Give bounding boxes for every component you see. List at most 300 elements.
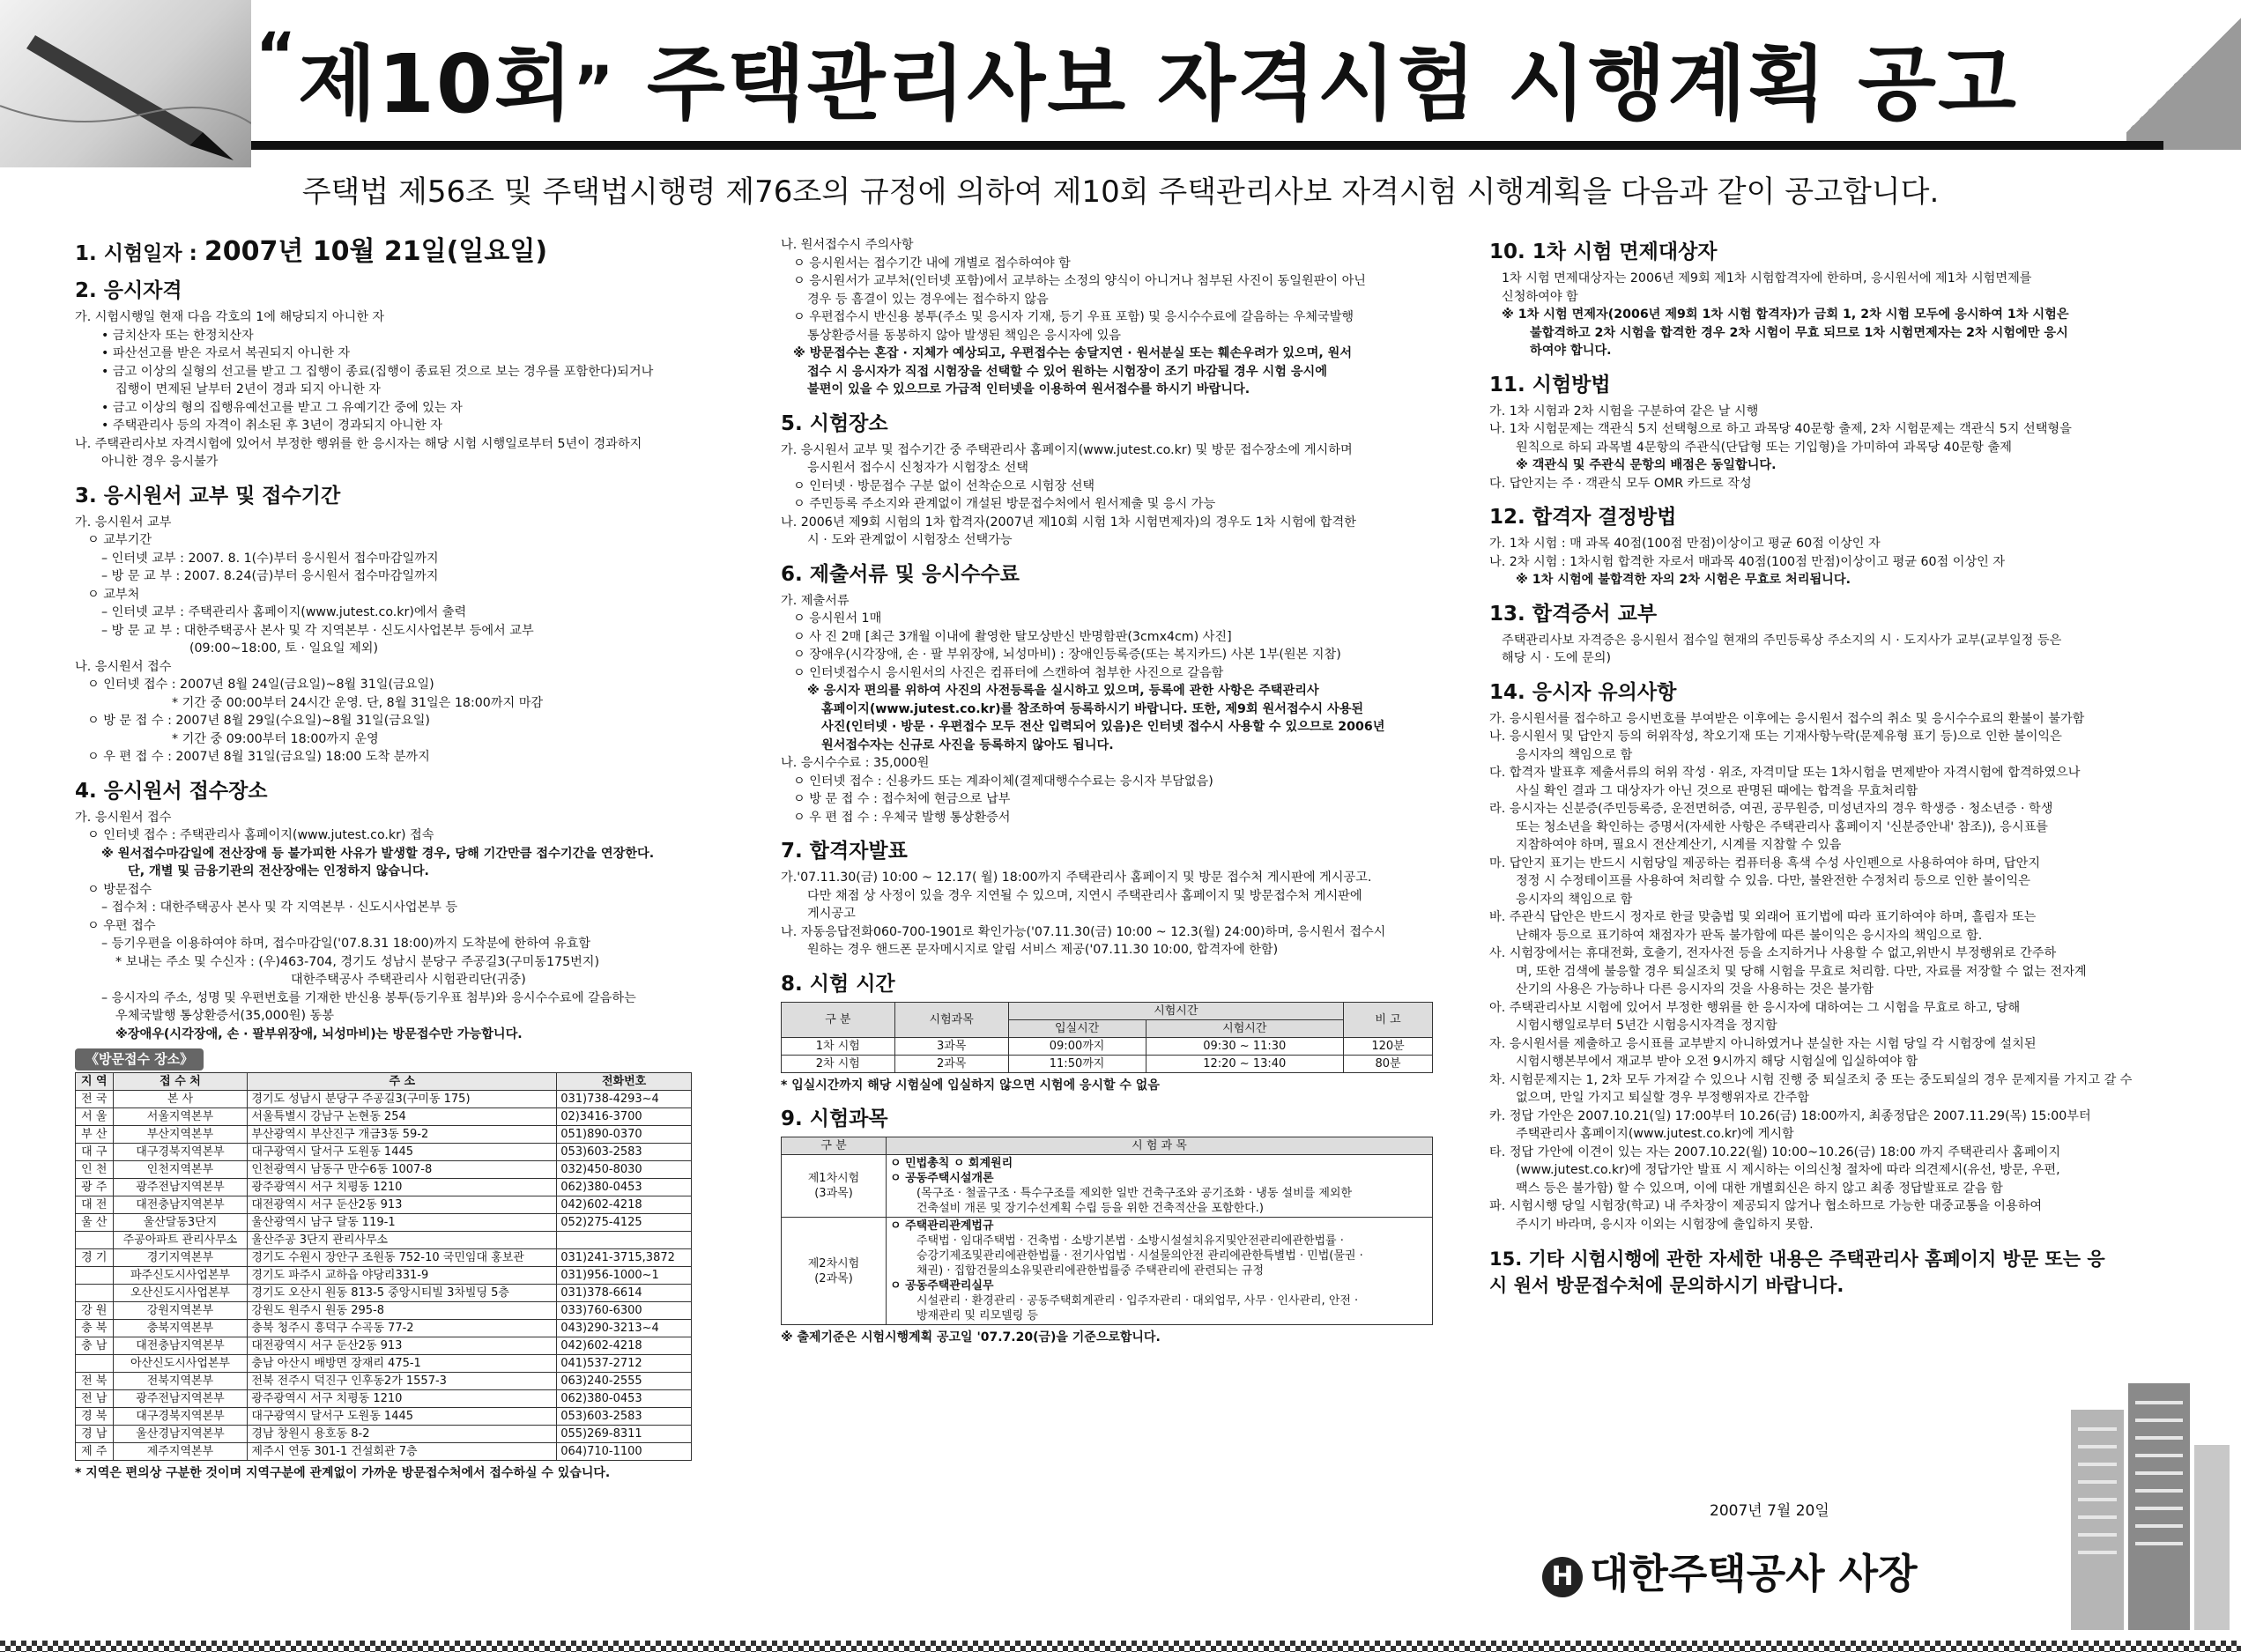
text-line: 없으며, 만일 가지고 퇴실할 경우 부정행위자로 간주함 bbox=[1516, 1091, 1810, 1105]
office-cell: 광주전남지역본부 bbox=[113, 1178, 248, 1196]
office-cell: 032)450-8030 bbox=[557, 1160, 692, 1178]
text-line: – 접수처 : 대한주택공사 본사 및 각 지역본부 · 신도시사업본부 등 bbox=[101, 900, 458, 915]
text-line: 아. 주택관리사보 시험에 있어서 부정한 행위를 한 응시자에 대하여는 그 시험을 무효로 하고, 당해 bbox=[1489, 1000, 2021, 1015]
subject-label: 제1차시험 (3과목) bbox=[782, 1155, 887, 1218]
office-cell: 031)738-4293~4 bbox=[557, 1090, 692, 1108]
subject-table bbox=[781, 1137, 1433, 1325]
text-line: ㅇ 방문접수 bbox=[87, 882, 152, 897]
section-3-title: 3. 응시원서 교부 및 접수기간 bbox=[75, 484, 341, 507]
text-line: 주택관리사 홈페이지(www.jutest.co.kr)에 게시함 bbox=[1516, 1127, 1794, 1141]
office-cell: 아산신도시사업본부 bbox=[113, 1354, 248, 1372]
office-cell: 서울지역본부 bbox=[113, 1108, 248, 1125]
text-line: 자. 응시원서를 제출하고 응시표를 교부받지 아니하였거나 분실한 자는 시험 당일 각 시험장에 설치된 bbox=[1489, 1036, 2037, 1051]
office-cell: 경기도 성남시 분당구 주공길3(구미동 175) bbox=[248, 1090, 557, 1108]
office-cell: 광주광역시 서구 치평동 1210 bbox=[248, 1178, 557, 1196]
office-cell: 울산주공 3단지 관리사무소 bbox=[248, 1231, 557, 1248]
section-11-title: 11. 시험방법 bbox=[1489, 373, 1611, 396]
office-cell: 광주광역시 서구 치평동 1210 bbox=[248, 1389, 557, 1407]
text-line: 카. 정답 가안은 2007.10.21(일) 17:00부터 10.26(금) 18:00까지, 최종정답은 2007.11.29(목) 15:00부터 bbox=[1489, 1108, 2091, 1123]
text-line: 게시공고 bbox=[807, 907, 856, 921]
office-cell bbox=[76, 1284, 114, 1301]
text-line: ㅇ 민법총칙 ㅇ 회계원리 bbox=[890, 1157, 1013, 1170]
office-cell: 042)602-4218 bbox=[557, 1196, 692, 1213]
table-row bbox=[76, 1284, 692, 1301]
table-row bbox=[782, 1037, 1433, 1055]
sched-header: 비 고 bbox=[1344, 1002, 1433, 1037]
office-cell: 경 남 bbox=[76, 1425, 114, 1442]
signature bbox=[1542, 1542, 1918, 1600]
text-line: 지참하여야 하며, 필요시 전산계산기, 시계를 지참할 수 있음 bbox=[1516, 838, 1842, 852]
office-cell: 울 산 bbox=[76, 1213, 114, 1231]
office-cell: 031)241-3715,3872 bbox=[557, 1248, 692, 1266]
column-left bbox=[75, 227, 749, 1482]
table-row bbox=[76, 1143, 692, 1160]
office-cell: 전북지역본부 bbox=[113, 1372, 248, 1389]
section-13-body bbox=[1489, 632, 2185, 668]
sched-cell: 09:30 ~ 11:30 bbox=[1146, 1037, 1343, 1055]
text-line: – 등기우편을 이용하여야 하며, 접수마감일('07.8.31 18:00)까지 도착분에 한하여 유효함 bbox=[101, 937, 591, 951]
office-cell: 광 주 bbox=[76, 1178, 114, 1196]
office-cell: 대전광역시 서구 둔산2동 913 bbox=[248, 1337, 557, 1354]
sched-header: 시험시간 bbox=[1008, 1002, 1343, 1019]
section-6-title: 6. 제출서류 및 응시수수료 bbox=[781, 562, 1020, 586]
text-line: 나. 주택관리사보 자격시험에 있어서 부정한 행위를 한 응시자는 해당 시험 시행일로부터 5년이 경과하지 bbox=[75, 436, 642, 451]
table-row bbox=[76, 1407, 692, 1425]
text-line: ※장애우(시각장애, 손 · 팔부위장애, 뇌성마비)는 방문접수만 가능합니다. bbox=[115, 1026, 523, 1041]
text-line: 나. 2006년 제9회 시험의 1차 합격자(2007년 제10회 시험 1차 시험면제자)의 경우도 1차 시험에 합격한 bbox=[781, 515, 1356, 530]
office-cell bbox=[76, 1231, 114, 1248]
text-line: ㅇ 응시원서는 접수기간 내에 개별로 접수하여야 함 bbox=[793, 256, 1071, 270]
office-cell: 051)890-0370 bbox=[557, 1125, 692, 1143]
sched-header: 입실시간 bbox=[1008, 1019, 1146, 1037]
office-cell: 충북지역본부 bbox=[113, 1319, 248, 1337]
office-cell: 경 북 bbox=[76, 1407, 114, 1425]
table-row bbox=[76, 1196, 692, 1213]
sched-cell: 120분 bbox=[1344, 1037, 1433, 1055]
text-line: 1차 시험 면제대상자는 2006년 제9회 제1차 시험합격자에 한하며, 응시원서에 제1차 시험면제를 bbox=[1502, 271, 2032, 285]
section-3-body bbox=[75, 514, 749, 767]
text-line: ㅇ 인터넷 접수 : 2007년 8월 24일(금요일)~8월 31일(금요일) bbox=[87, 678, 434, 692]
text-line: 채권) · 집합건물의소유및관리에관한법률중 주택관리에 관련되는 규정 bbox=[916, 1264, 1265, 1278]
office-cell: 경기지역본부 bbox=[113, 1248, 248, 1266]
text-line: 다. 답안지는 주 · 객관식 모두 OMR 카드로 작성 bbox=[1489, 476, 1752, 491]
office-cell: 대전충남지역본부 bbox=[113, 1337, 248, 1354]
text-line: ※ 1차 시험에 불합격한 자의 2차 시험은 무효로 처리됩니다. bbox=[1516, 573, 1851, 587]
office-table-heading: 《방문접수 장소》 bbox=[75, 1048, 204, 1070]
office-cell: 042)602-4218 bbox=[557, 1337, 692, 1354]
khc-logo-icon: H bbox=[1542, 1557, 1583, 1597]
office-cell: 제 주 bbox=[76, 1442, 114, 1460]
office-table bbox=[75, 1072, 692, 1461]
office-header: 전화번호 bbox=[557, 1072, 692, 1090]
text-line: 며, 또한 검색에 불응할 경우 퇴실조치 및 당해 시험을 무효로 처리함. 다만, 자료를 저장할 수 없는 전자계 bbox=[1516, 964, 2087, 979]
text-line: 주시기 바라며, 응시자 이외는 시험장에 출입하지 못함. bbox=[1516, 1217, 1814, 1232]
text-line: (09:00~18:00, 토 · 일요일 제외) bbox=[189, 641, 379, 656]
sched-cell: 2차 시험 bbox=[782, 1055, 895, 1072]
table-row bbox=[782, 1155, 1433, 1218]
text-line: – 인터넷 교부 : 주택관리사 홈페이지(www.jutest.co.kr)에서 출력 bbox=[101, 605, 467, 619]
text-line: 시설관리 · 환경관리 · 공동주택회계관리 · 입주자관리 · 대외업무, 사무 · 인사관리, 안전 · bbox=[916, 1294, 1359, 1308]
quote-open: “ bbox=[256, 19, 299, 92]
text-line: ㅇ 교부기간 bbox=[87, 533, 152, 547]
section-4-body bbox=[75, 809, 749, 1044]
office-cell: 제주시 연동 301-1 건설회관 7층 bbox=[248, 1442, 557, 1460]
subject-note: ※ 출제기준은 시험시행계획 공고일 '07.7.20(금)을 기준으로합니다. bbox=[781, 1330, 1161, 1345]
text-line: 하여야 합니다. bbox=[1530, 344, 1612, 358]
text-line: 경우 등 흠결이 있는 경우에는 접수하지 않음 bbox=[807, 292, 1049, 307]
office-cell: 주공아파트 관리사무소 bbox=[113, 1231, 248, 1248]
office-cell: 서 울 bbox=[76, 1108, 114, 1125]
office-cell: 경기도 파주시 교하읍 야당리331-9 bbox=[248, 1266, 557, 1284]
office-cell: 031)956-1000~1 bbox=[557, 1266, 692, 1284]
text-line: * 보내는 주소 및 수신자 : (우)463-704, 경기도 성남시 분당구 주공길3(구미동175번지) bbox=[115, 954, 600, 969]
office-cell: 오산신도시사업본부 bbox=[113, 1284, 248, 1301]
text-line: ㅇ 응시원서 1매 bbox=[793, 611, 882, 626]
office-cell: 064)710-1100 bbox=[557, 1442, 692, 1460]
text-line: ㅇ 우 편 접 수 : 2007년 8월 31일(금요일) 18:00 도착 분까지 bbox=[87, 750, 430, 764]
office-cell: 063)240-2555 bbox=[557, 1372, 692, 1389]
column-right bbox=[1489, 227, 2185, 1299]
office-cell: 부산광역시 부산진구 개금3동 59-2 bbox=[248, 1125, 557, 1143]
text-line: ㅇ 우편접수시 반신용 봉투(주소 및 응시자 기재, 등기 우표 포함) 및 응시수수료에 갈음하는 우체국발행 bbox=[793, 310, 1354, 324]
text-line: 가.'07.11.30(금) 10:00 ~ 12.17( 월) 18:00까지 주택관리사 홈페이지 및 방문 접수처 게시판에 게시공고. bbox=[781, 870, 1372, 885]
text-line: 가. 응시원서를 접수하고 응시번호를 부여받은 이후에는 응시원서 접수의 취소 및 응시수수료의 환불이 불가함 bbox=[1489, 711, 2085, 726]
text-line: ※ 1차 시험 면제자(2006년 제9회 1차 시험 합격자)가 금회 1, 2차 시험 모두에 응시하여 1차 시험은 bbox=[1502, 307, 2069, 322]
text-line: • 주택관리사 등의 자격이 취소된 후 3년이 경과되지 아니한 자 bbox=[101, 419, 442, 433]
text-line: 팩스 등은 불가함) 할 수 있으며, 이에 대한 개별회신은 하지 않고 최종 정답발표로 갈음 함 bbox=[1516, 1181, 2003, 1196]
section-2-body bbox=[75, 308, 749, 471]
text-line: 단, 개별 및 금융기관의 전산장애는 인정하지 않습니다. bbox=[128, 864, 429, 878]
text-line: 가. 1차 시험 : 매 과목 40점(100점 만점)이상이고 평균 60점 이상인 자 bbox=[1489, 537, 1881, 551]
section-8-title: 8. 시험 시간 bbox=[781, 972, 895, 996]
table-row bbox=[76, 1160, 692, 1178]
section-10-body bbox=[1489, 270, 2185, 360]
sched-cell: 2과목 bbox=[894, 1055, 1008, 1072]
subject-header: 구 분 bbox=[782, 1137, 887, 1155]
office-cell: 대전충남지역본부 bbox=[113, 1196, 248, 1213]
text-line: 나. 2차 시험 : 1차시험 합격한 자로서 매과목 40점(100점 만점)이상이고 평균 60점 이상인 자 bbox=[1489, 554, 2006, 569]
text-line: 승강기제조및관리에관한법률 · 전기사업법 · 시설물의안전 관리에관한특별법 · 민법(물권 · bbox=[916, 1249, 1363, 1263]
office-cell: 경 기 bbox=[76, 1248, 114, 1266]
office-cell: 대 구 bbox=[76, 1143, 114, 1160]
office-cell: 041)537-2712 bbox=[557, 1354, 692, 1372]
table-row bbox=[76, 1108, 692, 1125]
office-cell: 053)603-2583 bbox=[557, 1407, 692, 1425]
section-9-title: 9. 시험과목 bbox=[781, 1108, 888, 1130]
section-14-body bbox=[1489, 710, 2185, 1234]
text-line: ㅇ 인터넷 접수 : 주택관리사 홈페이지(www.jutest.co.kr) 접속 bbox=[87, 828, 434, 842]
section-10-title: 10. 1차 시험 면제대상자 bbox=[1489, 241, 1718, 263]
office-cell: 울산광역시 남구 달동 119-1 bbox=[248, 1213, 557, 1231]
office-cell: 광주전남지역본부 bbox=[113, 1389, 248, 1407]
office-cell: 서울특별시 강남구 논현동 254 bbox=[248, 1108, 557, 1125]
text-line: 건축설비 개론 및 장기수선계획 수립 등을 위한 건축적산을 포함한다.) bbox=[916, 1202, 1264, 1215]
office-cell: 경기도 수원시 장안구 조원동 752-10 국민임대 홍보관 bbox=[248, 1248, 557, 1266]
section-12-body bbox=[1489, 535, 2185, 589]
text-line: (www.jutest.co.kr)에 정답가안 발표 시 제시하는 이의신청 절차에 따라 의견제시(유선, 방문, 우편, bbox=[1516, 1163, 2060, 1177]
office-cell bbox=[76, 1266, 114, 1284]
office-cell: 울산경남지역본부 bbox=[113, 1425, 248, 1442]
office-cell: 인천지역본부 bbox=[113, 1160, 248, 1178]
subject-header: 시 험 과 목 bbox=[887, 1137, 1433, 1155]
subtitle: 주택법 제56조 및 주택법시행령 제76조의 규정에 의하여 제10회 주택관리사보 자격시험 시행계획을 다음과 같이 공고합니다. bbox=[301, 174, 1940, 210]
text-line: ㅇ 공동주택관리실무 bbox=[890, 1279, 994, 1293]
section-14-title: 14. 응시자 유의사항 bbox=[1489, 680, 1677, 704]
office-note: * 지역은 편의상 구분한 것이며 지역구분에 관계없이 가까운 방문접수처에서 접수하실 수 있습니다. bbox=[75, 1465, 611, 1480]
text-line: – 방 문 교 부 : 대한주택공사 본사 및 각 지역본부 · 신도시사업본부 등에서 교부 bbox=[101, 623, 534, 638]
table-row bbox=[782, 1218, 1433, 1325]
text-line: ※ 방문접수는 혼잡 · 지체가 예상되고, 우편접수는 송달지연 · 원서분실 또는 훼손우려가 있으며, 원서 bbox=[793, 346, 1353, 360]
text-line: 원칙으로 하되 과목별 4문항의 주관식(단답형 또는 기입형)을 가미하여 과목당 40문항 출제 bbox=[1516, 440, 2012, 455]
text-line: 나. 응시수수료 : 35,000원 bbox=[781, 756, 930, 770]
text-line: (목구조 · 철골구조 · 특수구조를 제외한 일반 건축구조와 공기조화 · 냉동 설비를 제외한 bbox=[916, 1187, 1353, 1200]
office-cell: 부산지역본부 bbox=[113, 1125, 248, 1143]
title-rule bbox=[251, 141, 2163, 150]
text-line: 주택법 · 임대주택법 · 건축법 · 소방기본법 · 소방시설설치유지및안전관리에관한법률 · bbox=[916, 1234, 1344, 1248]
text-line: 나. 원서접수시 주의사항 bbox=[781, 238, 914, 252]
page-title bbox=[256, 19, 2018, 136]
org-name: 대한주택공사 사장 bbox=[1590, 1550, 1918, 1597]
text-line: • 금고 이상의 실형의 선고를 받고 그 집행이 종료(집행이 종료된 것으로 보는 경우를 포함한다)되거나 bbox=[101, 364, 654, 379]
sched-cell: 3과목 bbox=[894, 1037, 1008, 1055]
text-line: 차. 시험문제지는 1, 2차 모두 가져갈 수 있으나 시험 진행 중 퇴실조치 중 또는 중도퇴실의 경우 문제지를 가지고 갈 수 bbox=[1489, 1072, 2133, 1087]
text-line: 아니한 경우 응시불가 bbox=[101, 455, 219, 469]
text-line: ※ 응시자 편의를 위하여 사진의 사전등록을 실시하고 있으며, 등록에 관한 사항은 주택관리사 bbox=[807, 684, 1319, 698]
sched-cell: 12:20 ~ 13:40 bbox=[1146, 1055, 1343, 1072]
office-cell: 제주지역본부 bbox=[113, 1442, 248, 1460]
office-cell: 충 북 bbox=[76, 1319, 114, 1337]
section-11-body bbox=[1489, 403, 2185, 493]
sched-header: 시험시간 bbox=[1146, 1019, 1343, 1037]
text-line: ㅇ 인터넷접수시 응시원서의 사진은 컴퓨터에 스캔하여 첨부한 사진으로 갈음함 bbox=[793, 665, 1224, 680]
table-row bbox=[76, 1372, 692, 1389]
office-cell: 강원지역본부 bbox=[113, 1301, 248, 1319]
text-line: ㅇ 주민등록 주소지와 관계없이 개설된 방문접수처에서 원서제출 및 응시 가능 bbox=[793, 497, 1216, 511]
table-row bbox=[76, 1231, 692, 1248]
text-line: 나. 자동응답전화060-700-1901로 확인가능('07.11.30(금) 10:00 ~ 12.3(월) 24:00)하며, 응시원서 접수시 bbox=[781, 924, 1386, 939]
office-cell: 대전광역시 서구 둔산2동 913 bbox=[248, 1196, 557, 1213]
text-line: ㅇ 방 문 접 수 : 2007년 8월 29일(수요일)~8월 31일(금요일) bbox=[87, 714, 430, 728]
corner-decoration bbox=[2126, 0, 2241, 150]
text-line: 나. 응시원서 및 답안지 등의 허위작성, 착오기재 또는 기재사항누락(문제유형 표기 등)으로 인한 불이익은 bbox=[1489, 730, 2062, 744]
text-line: ㅇ 인터넷 · 방문접수 구분 없이 선착순으로 시험장 선택 bbox=[793, 478, 1095, 493]
office-cell: 대 전 bbox=[76, 1196, 114, 1213]
section-4-title: 4. 응시원서 접수장소 bbox=[75, 779, 268, 803]
text-line: * 기간 중 09:00부터 18:00까지 운영 bbox=[172, 731, 379, 746]
sched-cell: 80분 bbox=[1344, 1055, 1433, 1072]
text-line: 사. 시험장에서는 휴대전화, 호출기, 전자사전 등을 소지하거나 사용할 수 없고,위반시 부정행위로 간주하 bbox=[1489, 946, 2057, 960]
pen-illustration bbox=[0, 0, 251, 167]
text-line: ㅇ 공동주택시설개론 bbox=[890, 1172, 994, 1185]
office-cell: 055)269-8311 bbox=[557, 1425, 692, 1442]
text-line: ㅇ 교부처 bbox=[87, 587, 140, 602]
sched-header: 시험과목 bbox=[894, 1002, 1008, 1037]
text-line: – 방 문 교 부 : 2007. 8.24(금)부터 응시원서 접수마감일까지 bbox=[101, 569, 439, 583]
table-row bbox=[76, 1248, 692, 1266]
column-middle bbox=[781, 236, 1459, 1347]
text-line: 해당 시 · 도에 문의) bbox=[1502, 651, 1612, 665]
text-line: ㅇ 주택관리관계법규 bbox=[890, 1219, 994, 1233]
section-12-title: 12. 합격자 결정방법 bbox=[1489, 506, 1677, 529]
subject-cell bbox=[887, 1155, 1433, 1218]
table-row bbox=[76, 1301, 692, 1319]
section-1 bbox=[75, 236, 749, 267]
office-cell: 053)603-2583 bbox=[557, 1143, 692, 1160]
text-line: 불합격하고 2차 시험을 합격한 경우 2차 시험이 무효 되므로 1차 시험면제자는 2차 시험에만 응시 bbox=[1530, 325, 2068, 340]
text-line: 마. 답안지 표기는 반드시 시험당일 제공하는 컴퓨터용 흑색 수성 사인펜으로 사용하여야 하며, 답안지 bbox=[1489, 856, 2041, 870]
text-line: 정정 시 수정테이프를 사용하여 처리할 수 있음. 다만, 불완전한 수정처리 등으로 인한 불이익은 bbox=[1516, 874, 2030, 888]
office-cell: 전북 전주시 덕진구 인후동2가 1557-3 bbox=[248, 1372, 557, 1389]
section-7-title: 7. 합격자발표 bbox=[781, 840, 908, 863]
office-cell: 062)380-0453 bbox=[557, 1178, 692, 1196]
text-line: 다만 채점 상 사정이 있을 경우 지연될 수 있으며, 지연시 주택관리사 홈페이지 및 방문접수처 게시판에 bbox=[807, 888, 1362, 903]
text-line: – 응시자의 주소, 성명 및 우편번호를 기재한 반신용 봉투(등기우표 첨부)와 응시수수료에 갈음하는 bbox=[101, 990, 636, 1005]
office-cell: 대구경북지역본부 bbox=[113, 1407, 248, 1425]
office-header: 지 역 bbox=[76, 1072, 114, 1090]
table-row bbox=[76, 1178, 692, 1196]
text-line: ㅇ 장애우(시각장애, 손 · 팔 부위장애, 뇌성마비) : 장애인등록증(또는 복지카드) 사본 1부(원본 지참) bbox=[793, 648, 1341, 662]
office-cell: 대구경북지역본부 bbox=[113, 1143, 248, 1160]
text-line: 우체국발행 통상환증서(35,000원) 동봉 bbox=[115, 1009, 334, 1023]
section-7-body bbox=[781, 869, 1459, 959]
office-cell: 043)290-3213~4 bbox=[557, 1319, 692, 1337]
office-cell: 전 북 bbox=[76, 1372, 114, 1389]
table-row bbox=[76, 1337, 692, 1354]
office-cell: 충남 아산시 배방면 장재리 475-1 bbox=[248, 1354, 557, 1372]
subject-label: 제2차시험 (2과목) bbox=[782, 1218, 887, 1325]
text-line: – 인터넷 교부 : 2007. 8. 1(수)부터 응시원서 접수마감일까지 bbox=[101, 551, 439, 566]
text-line: 또는 청소년을 확인하는 증명서(자세한 사항은 주택관리사 홈페이지 '신분증안내' 참조)), 응시표를 bbox=[1516, 819, 2049, 834]
table-row bbox=[76, 1389, 692, 1407]
text-line: • 금고 이상의 형의 집행유예선고를 받고 그 유예기간 중에 있는 자 bbox=[101, 400, 463, 415]
text-line: 응시원서 접수시 신청자가 시험장소 선택 bbox=[807, 461, 1029, 475]
quote-close: „ bbox=[574, 19, 617, 92]
text-line: 통상환증서를 동봉하지 않아 발생된 책임은 응시자에 있음 bbox=[807, 328, 1121, 343]
text-line: 집행이 면제된 날부터 2년이 경과 되지 아니한 자 bbox=[115, 382, 381, 396]
text-line: 라. 응시자는 신분증(주민등록증, 운전면허증, 여권, 공무원증, 미성년자의 경우 학생증 · 청소년증 · 학생 bbox=[1489, 802, 2053, 816]
office-cell: 031)378-6614 bbox=[557, 1284, 692, 1301]
text-line: 주택관리사보 자격증은 응시원서 접수일 현재의 주민등록상 주소지의 시 · 도지사가 교부(교부일정 등은 bbox=[1502, 633, 2062, 648]
office-cell: 대구광역시 달서구 도원동 1445 bbox=[248, 1407, 557, 1425]
office-cell bbox=[557, 1231, 692, 1248]
text-line: 가. 응시원서 교부 bbox=[75, 515, 172, 530]
section-4b-body bbox=[781, 236, 1459, 399]
text-line: 사진(인터넷 · 방문 · 우편접수 모두 전산 입력되어 있음)은 인터넷 접수시 사용할 수 있으므로 2006년 bbox=[821, 720, 1385, 734]
office-cell: 전 국 bbox=[76, 1090, 114, 1108]
text-line: 나. 1차 시험문제는 객관식 5지 선택형으로 하고 과목당 40문항 출제, 2차 시험문제는 객관식 5지 선택형을 bbox=[1489, 422, 2072, 436]
office-cell: 대구광역시 달서구 도원동 1445 bbox=[248, 1143, 557, 1160]
office-cell: 전 남 bbox=[76, 1389, 114, 1407]
office-cell: 충 남 bbox=[76, 1337, 114, 1354]
office-cell: 인천광역시 남동구 만수6동 1007-8 bbox=[248, 1160, 557, 1178]
text-line: ㅇ 인터넷 접수 : 신용카드 또는 계좌이체(결제대행수수료는 응시자 부담없음) bbox=[793, 774, 1213, 789]
table-row bbox=[782, 1055, 1433, 1072]
office-cell: 파주신도시사업본부 bbox=[113, 1266, 248, 1284]
bottom-border-strip bbox=[0, 1641, 2241, 1652]
text-line: 타. 정답 가안에 이견이 있는 자는 2007.10.22(월) 10:00~10.26(금) 18:00 까지 주택관리사 홈페이지 bbox=[1489, 1145, 2061, 1159]
office-cell: 부 산 bbox=[76, 1125, 114, 1143]
round-label: 제10회 bbox=[298, 37, 575, 131]
office-header: 접 수 처 bbox=[113, 1072, 248, 1090]
office-cell: 02)3416-3700 bbox=[557, 1108, 692, 1125]
text-line: 시 · 도와 관계없이 시험장소 선택가능 bbox=[807, 533, 1013, 547]
text-line: 응시자의 책임으로 함 bbox=[1516, 747, 1633, 762]
text-line: 다. 합격자 발표후 제출서류의 허위 작성 · 위조, 자격미달 또는 1차시험을 면제받아 자격시험에 합격하였으나 bbox=[1489, 766, 2081, 780]
sched-note: * 입실시간까지 해당 시험실에 입실하지 않으면 시험에 응시할 수 없음 bbox=[781, 1078, 1160, 1093]
office-cell: 경기도 오산시 원동 813-5 중앙시티빌 3차빌딩 5층 bbox=[248, 1284, 557, 1301]
text-line: 나. 응시원서 접수 bbox=[75, 659, 172, 674]
text-line: ㅇ 응시원서가 교부처(인터넷 포함)에서 교부하는 소정의 양식이 아니거나 첨부된 사진이 동일원판이 아닌 bbox=[793, 274, 1367, 288]
office-cell: 경남 창원시 용호동 8-2 bbox=[248, 1425, 557, 1442]
text-line: * 기간 중 00:00부터 24시간 운영. 단, 8월 31일은 18:00까지 마감 bbox=[172, 695, 544, 710]
sched-cell: 11:50까지 bbox=[1008, 1055, 1146, 1072]
text-line: • 금치산자 또는 한정치산자 bbox=[101, 328, 254, 343]
text-line: 난해자 등으로 표기하여 채점자가 판독 불가함에 따른 불이익은 응시자의 책임으로 함. bbox=[1516, 928, 1983, 943]
text-line: 가. 응시원서 접수 bbox=[75, 810, 172, 825]
table-row bbox=[76, 1425, 692, 1442]
text-line: ※ 객관식 및 주관식 문항의 배점은 동일합니다. bbox=[1516, 458, 1777, 472]
text-line: 방재관리 및 리모델링 등 bbox=[916, 1309, 1038, 1322]
exam-date: 2007년 10월 21일(일요일) bbox=[204, 236, 548, 267]
sched-cell: 1차 시험 bbox=[782, 1037, 895, 1055]
office-cell: 033)760-6300 bbox=[557, 1301, 692, 1319]
table-row bbox=[76, 1354, 692, 1372]
section-5-title: 5. 시험장소 bbox=[781, 411, 888, 435]
text-line: 파. 시험시행 당일 시험장(학교) 내 주차장이 제공되지 않거나 협소하므로 가능한 대중교통을 이용하여 bbox=[1489, 1199, 2043, 1213]
text-line: ㅇ 우편 접수 bbox=[87, 918, 156, 933]
publish-date: 2007년 7월 20일 bbox=[1710, 1502, 1829, 1520]
table-row bbox=[76, 1090, 692, 1108]
table-row bbox=[76, 1125, 692, 1143]
table-row bbox=[76, 1266, 692, 1284]
office-cell: 강 원 bbox=[76, 1301, 114, 1319]
office-cell: 인 천 bbox=[76, 1160, 114, 1178]
text-line: 대한주택공사 주택관리사 시험관리단(귀중) bbox=[291, 973, 526, 987]
section-15: 15. 기타 시험시행에 관한 자세한 내용은 주택관리사 홈페이지 방문 또는 응시 원서 방문접수처에 문의하시기 바랍니다. bbox=[1489, 1248, 2105, 1296]
text-line: 불편이 있을 수 있으므로 가급적 인터넷을 이용하여 원서접수를 하시기 바랍니다. bbox=[807, 382, 1250, 396]
office-cell: 충북 청주시 흥덕구 수곡동 77-2 bbox=[248, 1319, 557, 1337]
section-2-title: 2. 응시자격 bbox=[75, 279, 182, 302]
text-line: ㅇ 우 편 접 수 : 우체국 발행 통상환증서 bbox=[793, 810, 1011, 825]
table-row bbox=[76, 1213, 692, 1231]
text-line: 응시자의 책임으로 함 bbox=[1516, 892, 1633, 907]
section-1-label: 1. 시험일자 : bbox=[75, 242, 197, 265]
text-line: ※ 원서접수마감일에 전산장애 등 불가피한 사유가 발생할 경우, 당해 기간만큼 접수기간을 연장한다. bbox=[101, 846, 655, 861]
text-line: 가. 응시원서 교부 및 접수기간 중 주택관리사 홈페이지(www.jutest.co.kr) 및 방문 접수장소에 게시하며 bbox=[781, 442, 1353, 457]
office-cell: 본 사 bbox=[113, 1090, 248, 1108]
section-13-title: 13. 합격증서 교부 bbox=[1489, 602, 1658, 626]
sched-header: 구 분 bbox=[782, 1002, 895, 1037]
text-line: • 파산선고를 받은 자로서 복권되지 아니한 자 bbox=[101, 346, 351, 360]
text-line: 가. 시험시행일 현재 다음 각호의 1에 해당되지 아니한 자 bbox=[75, 310, 385, 324]
text-line: 가. 1차 시험과 2차 시험을 구분하여 같은 날 시행 bbox=[1489, 404, 1759, 419]
text-line: 가. 제출서류 bbox=[781, 593, 850, 608]
table-row bbox=[76, 1319, 692, 1337]
building-illustration bbox=[2053, 1374, 2230, 1630]
office-header: 주 소 bbox=[248, 1072, 557, 1090]
office-cell: 강원도 원주시 원동 295-8 bbox=[248, 1301, 557, 1319]
section-5-body bbox=[781, 441, 1459, 550]
section-6-body bbox=[781, 592, 1459, 827]
text-line: ㅇ 사 진 2매 [최근 3개월 이내에 촬영한 탈모상반신 반명함판(3cmx4cm) 사진] bbox=[793, 629, 1232, 644]
title-text: 주택관리사보 자격시험 시행계획 공고 bbox=[646, 37, 2018, 131]
text-line: 원하는 경우 핸드폰 문자메시지로 알림 서비스 제공('07.11.30 10:00, 합격자에 한함) bbox=[807, 943, 1279, 957]
office-cell: 062)380-0453 bbox=[557, 1389, 692, 1407]
text-line: 사실 확인 결과 그 대상자가 아닌 것으로 판명된 때에는 합격을 무효처리함 bbox=[1516, 783, 1918, 798]
text-line: 접수 시 응시자가 직접 시험장을 선택할 수 있어 원하는 시험장이 조기 마감될 경우 시험 응시에 bbox=[807, 364, 1327, 379]
office-cell: 울산달동3단지 bbox=[113, 1213, 248, 1231]
text-line: 홈페이지(www.jutest.co.kr)를 참조하여 등록하시기 바랍니다. 또한, 제9회 원서접수시 사용된 bbox=[821, 701, 1364, 716]
